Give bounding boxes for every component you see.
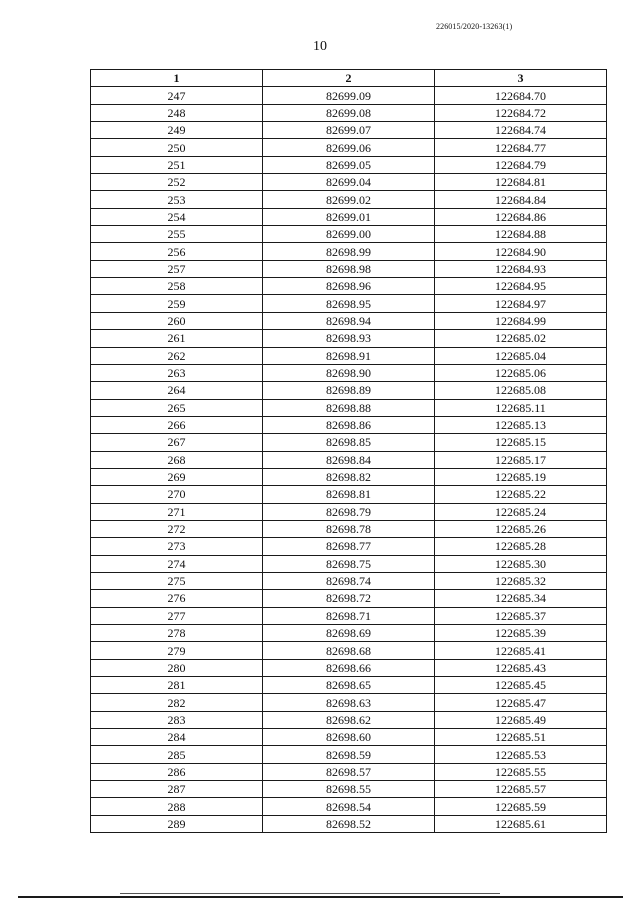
y-coordinate-cell: 122684.88 xyxy=(435,226,607,243)
table-row xyxy=(91,607,607,624)
table-row xyxy=(91,451,607,468)
table-row xyxy=(91,347,607,364)
x-coordinate-cell: 82698.63 xyxy=(263,694,435,711)
table-row xyxy=(91,520,607,537)
y-coordinate-cell: 122684.72 xyxy=(435,104,607,121)
y-coordinate-cell: 122685.34 xyxy=(435,590,607,607)
table-row xyxy=(91,659,607,676)
table-row xyxy=(91,191,607,208)
point-number-cell: 283 xyxy=(91,711,263,728)
point-number-cell: 263 xyxy=(91,364,263,381)
point-number-cell: 269 xyxy=(91,468,263,485)
y-coordinate-cell: 122685.43 xyxy=(435,659,607,676)
table-row xyxy=(91,763,607,780)
table-row xyxy=(91,625,607,642)
y-coordinate-cell: 122685.45 xyxy=(435,677,607,694)
x-coordinate-cell: 82698.82 xyxy=(263,468,435,485)
point-number-cell: 265 xyxy=(91,399,263,416)
document-id: 226015/2020-13263(1) xyxy=(436,22,513,31)
point-number-cell: 247 xyxy=(91,87,263,104)
point-number-cell: 277 xyxy=(91,607,263,624)
x-coordinate-cell: 82698.55 xyxy=(263,781,435,798)
table-row xyxy=(91,590,607,607)
point-number-cell: 278 xyxy=(91,625,263,642)
table-row xyxy=(91,243,607,260)
table-row xyxy=(91,104,607,121)
point-number-cell: 255 xyxy=(91,226,263,243)
table-header xyxy=(91,70,607,87)
x-coordinate-cell: 82698.95 xyxy=(263,295,435,312)
y-coordinate-cell: 122685.24 xyxy=(435,503,607,520)
point-number-cell: 288 xyxy=(91,798,263,815)
point-number-cell: 280 xyxy=(91,659,263,676)
x-coordinate-cell: 82698.99 xyxy=(263,243,435,260)
point-number-cell: 248 xyxy=(91,104,263,121)
x-coordinate-cell: 82699.04 xyxy=(263,174,435,191)
x-coordinate-cell: 82698.65 xyxy=(263,677,435,694)
point-number-cell: 285 xyxy=(91,746,263,763)
y-coordinate-cell: 122685.28 xyxy=(435,538,607,555)
table-row xyxy=(91,746,607,763)
point-number-cell: 276 xyxy=(91,590,263,607)
point-number-cell: 284 xyxy=(91,729,263,746)
y-coordinate-cell: 122685.22 xyxy=(435,486,607,503)
x-coordinate-cell: 82698.74 xyxy=(263,572,435,589)
column-header-1: 1 xyxy=(91,70,263,87)
y-coordinate-cell: 122684.95 xyxy=(435,278,607,295)
x-coordinate-cell: 82698.72 xyxy=(263,590,435,607)
point-number-cell: 251 xyxy=(91,156,263,173)
y-coordinate-cell: 122685.32 xyxy=(435,572,607,589)
y-coordinate-cell: 122685.19 xyxy=(435,468,607,485)
x-coordinate-cell: 82698.71 xyxy=(263,607,435,624)
y-coordinate-cell: 122685.55 xyxy=(435,763,607,780)
table-row xyxy=(91,87,607,104)
y-coordinate-cell: 122685.08 xyxy=(435,382,607,399)
x-coordinate-cell: 82698.62 xyxy=(263,711,435,728)
y-coordinate-cell: 122684.70 xyxy=(435,87,607,104)
x-coordinate-cell: 82698.54 xyxy=(263,798,435,815)
x-coordinate-cell: 82698.69 xyxy=(263,625,435,642)
y-coordinate-cell: 122685.51 xyxy=(435,729,607,746)
table-row xyxy=(91,503,607,520)
table-row xyxy=(91,694,607,711)
x-coordinate-cell: 82699.09 xyxy=(263,87,435,104)
point-number-cell: 279 xyxy=(91,642,263,659)
table-row xyxy=(91,139,607,156)
page-number: 10 xyxy=(313,39,327,54)
x-coordinate-cell: 82699.08 xyxy=(263,104,435,121)
point-number-cell: 267 xyxy=(91,434,263,451)
table-row xyxy=(91,382,607,399)
y-coordinate-cell: 122685.13 xyxy=(435,416,607,433)
x-coordinate-cell: 82698.77 xyxy=(263,538,435,555)
point-number-cell: 270 xyxy=(91,486,263,503)
y-coordinate-cell: 122684.93 xyxy=(435,260,607,277)
x-coordinate-cell: 82699.05 xyxy=(263,156,435,173)
point-number-cell: 260 xyxy=(91,312,263,329)
y-coordinate-cell: 122684.84 xyxy=(435,191,607,208)
point-number-cell: 287 xyxy=(91,781,263,798)
table-row xyxy=(91,312,607,329)
y-coordinate-cell: 122685.04 xyxy=(435,347,607,364)
y-coordinate-cell: 122685.57 xyxy=(435,781,607,798)
x-coordinate-cell: 82698.59 xyxy=(263,746,435,763)
table-row xyxy=(91,642,607,659)
point-number-cell: 253 xyxy=(91,191,263,208)
table-row xyxy=(91,156,607,173)
y-coordinate-cell: 122685.37 xyxy=(435,607,607,624)
y-coordinate-cell: 122684.77 xyxy=(435,139,607,156)
y-coordinate-cell: 122685.59 xyxy=(435,798,607,815)
y-coordinate-cell: 122685.49 xyxy=(435,711,607,728)
table-row xyxy=(91,278,607,295)
y-coordinate-cell: 122685.02 xyxy=(435,330,607,347)
table-body xyxy=(91,87,607,833)
point-number-cell: 264 xyxy=(91,382,263,399)
table-row xyxy=(91,572,607,589)
table-row xyxy=(91,295,607,312)
y-coordinate-cell: 122684.74 xyxy=(435,122,607,139)
x-coordinate-cell: 82698.66 xyxy=(263,659,435,676)
point-number-cell: 273 xyxy=(91,538,263,555)
y-coordinate-cell: 122685.47 xyxy=(435,694,607,711)
y-coordinate-cell: 122685.41 xyxy=(435,642,607,659)
x-coordinate-cell: 82699.00 xyxy=(263,226,435,243)
x-coordinate-cell: 82698.60 xyxy=(263,729,435,746)
point-number-cell: 281 xyxy=(91,677,263,694)
footer-rule xyxy=(18,896,623,898)
table-row xyxy=(91,260,607,277)
table-row xyxy=(91,416,607,433)
footer-thin-rule xyxy=(120,893,500,894)
table-row xyxy=(91,798,607,815)
x-coordinate-cell: 82698.98 xyxy=(263,260,435,277)
point-number-cell: 259 xyxy=(91,295,263,312)
x-coordinate-cell: 82698.90 xyxy=(263,364,435,381)
point-number-cell: 274 xyxy=(91,555,263,572)
table-row xyxy=(91,555,607,572)
x-coordinate-cell: 82699.06 xyxy=(263,139,435,156)
point-number-cell: 261 xyxy=(91,330,263,347)
x-coordinate-cell: 82698.85 xyxy=(263,434,435,451)
x-coordinate-cell: 82698.75 xyxy=(263,555,435,572)
table-row xyxy=(91,729,607,746)
x-coordinate-cell: 82698.91 xyxy=(263,347,435,364)
table-row xyxy=(91,399,607,416)
y-coordinate-cell: 122684.79 xyxy=(435,156,607,173)
table-row xyxy=(91,711,607,728)
x-coordinate-cell: 82698.84 xyxy=(263,451,435,468)
x-coordinate-cell: 82699.07 xyxy=(263,122,435,139)
x-coordinate-cell: 82699.02 xyxy=(263,191,435,208)
column-header-3: 3 xyxy=(435,70,607,87)
point-number-cell: 271 xyxy=(91,503,263,520)
x-coordinate-cell: 82698.89 xyxy=(263,382,435,399)
table-row xyxy=(91,122,607,139)
x-coordinate-cell: 82698.79 xyxy=(263,503,435,520)
y-coordinate-cell: 122684.81 xyxy=(435,174,607,191)
point-number-cell: 256 xyxy=(91,243,263,260)
point-number-cell: 254 xyxy=(91,208,263,225)
y-coordinate-cell: 122685.17 xyxy=(435,451,607,468)
table-row xyxy=(91,781,607,798)
point-number-cell: 266 xyxy=(91,416,263,433)
point-number-cell: 262 xyxy=(91,347,263,364)
point-number-cell: 272 xyxy=(91,520,263,537)
point-number-cell: 250 xyxy=(91,139,263,156)
column-header-2: 2 xyxy=(263,70,435,87)
point-number-cell: 249 xyxy=(91,122,263,139)
table-row xyxy=(91,815,607,832)
x-coordinate-cell: 82698.57 xyxy=(263,763,435,780)
y-coordinate-cell: 122685.06 xyxy=(435,364,607,381)
y-coordinate-cell: 122684.99 xyxy=(435,312,607,329)
point-number-cell: 282 xyxy=(91,694,263,711)
table-row xyxy=(91,677,607,694)
point-number-cell: 252 xyxy=(91,174,263,191)
x-coordinate-cell: 82698.88 xyxy=(263,399,435,416)
y-coordinate-cell: 122685.26 xyxy=(435,520,607,537)
point-number-cell: 275 xyxy=(91,572,263,589)
y-coordinate-cell: 122684.86 xyxy=(435,208,607,225)
table-row xyxy=(91,486,607,503)
point-number-cell: 286 xyxy=(91,763,263,780)
y-coordinate-cell: 122685.30 xyxy=(435,555,607,572)
x-coordinate-cell: 82698.86 xyxy=(263,416,435,433)
table-row xyxy=(91,364,607,381)
header-row xyxy=(91,70,607,87)
y-coordinate-cell: 122685.61 xyxy=(435,815,607,832)
table-row xyxy=(91,226,607,243)
y-coordinate-cell: 122684.90 xyxy=(435,243,607,260)
point-number-cell: 258 xyxy=(91,278,263,295)
table-row xyxy=(91,330,607,347)
x-coordinate-cell: 82698.68 xyxy=(263,642,435,659)
point-number-cell: 268 xyxy=(91,451,263,468)
y-coordinate-cell: 122684.97 xyxy=(435,295,607,312)
table-row xyxy=(91,434,607,451)
y-coordinate-cell: 122685.53 xyxy=(435,746,607,763)
coordinates-table xyxy=(90,69,607,833)
point-number-cell: 289 xyxy=(91,815,263,832)
x-coordinate-cell: 82698.94 xyxy=(263,312,435,329)
x-coordinate-cell: 82698.93 xyxy=(263,330,435,347)
x-coordinate-cell: 82698.96 xyxy=(263,278,435,295)
x-coordinate-cell: 82699.01 xyxy=(263,208,435,225)
y-coordinate-cell: 122685.11 xyxy=(435,399,607,416)
x-coordinate-cell: 82698.81 xyxy=(263,486,435,503)
point-number-cell: 257 xyxy=(91,260,263,277)
y-coordinate-cell: 122685.39 xyxy=(435,625,607,642)
table-row xyxy=(91,208,607,225)
table-row xyxy=(91,468,607,485)
table-row xyxy=(91,174,607,191)
x-coordinate-cell: 82698.78 xyxy=(263,520,435,537)
y-coordinate-cell: 122685.15 xyxy=(435,434,607,451)
table-row xyxy=(91,538,607,555)
x-coordinate-cell: 82698.52 xyxy=(263,815,435,832)
